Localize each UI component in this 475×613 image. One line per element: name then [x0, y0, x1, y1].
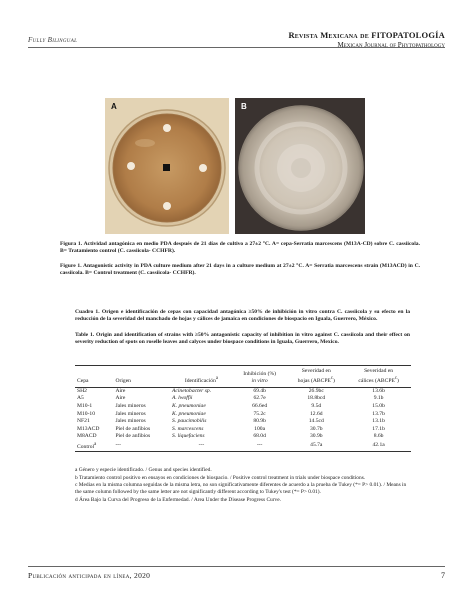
- header-rule: [28, 47, 445, 48]
- panel-a-image: [105, 98, 229, 234]
- footer-rule: [28, 566, 445, 567]
- cell-severidad-hojas: 14.5cd: [308, 418, 324, 425]
- cell-severidad-hojas: 30.9b: [309, 433, 323, 440]
- table-1: [75, 365, 411, 452]
- journal-title-en: Mexican Journal of Phytopathology: [337, 41, 445, 49]
- footnote: a Género y especie identificado. / Genus and species identified.: [75, 467, 212, 473]
- cell-identificacion: S. paucimobilis: [171, 418, 207, 425]
- cell-cepa-text: Control: [77, 443, 95, 450]
- cell-severidad-hojas: 45.7a: [310, 442, 323, 449]
- cell-severidad-calices: 9.1b: [373, 395, 384, 402]
- cell-identificacion: ---: [198, 442, 205, 449]
- table-row: [75, 418, 411, 426]
- col-header-severidad-hojas-line2: hojas (ABCPE: [297, 377, 331, 384]
- journal-title-es: Revista Mexicana de FITOPATOLOGÍA: [288, 30, 445, 40]
- figure-caption-es-text: Actividad antagónica en medio PDA después de 21 días de cultivo a 27±2 °C. A= cepa-Serratia marcescens (M13A-CD) sobre C. cassiicola. B= Tratamiento control (C. cassiicola- CCHFR).: [60, 241, 420, 255]
- table-header-row: [75, 366, 411, 388]
- cell-inhibicion: 62.7e: [253, 395, 266, 402]
- col-header-severidad-hojas: Severidad en hojas (ABCPE$^c$): [297, 368, 335, 384]
- col-header-severidad-calices: Severidad en cálices (ABCPE$^c$): [358, 368, 399, 384]
- panel-a-label: A: [111, 102, 117, 111]
- footnote: d Área Bajo la Curva del Progreso de la Enfermedad. / Area Under the Disease Progress Curve.: [75, 496, 281, 503]
- table-row: [75, 387, 411, 395]
- cell-cepa: M13ACD: [77, 425, 100, 432]
- cell-severidad-hojas: 30.7b: [309, 425, 323, 432]
- figure-caption-en-text: Antagonistic activity in PDA culture medium after 21 days in a culture medium at 27±2 °C. A= Serratia marcescens strain (M13ACD) in C. cassiicola. B= Control treatment (C. cassiicola- CCHFR).: [60, 263, 421, 277]
- cell-severidad-hojas: 12.6d: [309, 410, 323, 417]
- cell-severidad-hojas: 9.5d: [311, 403, 322, 410]
- figure-caption-es: [60, 241, 420, 255]
- cell-cepa: NF21: [77, 418, 90, 425]
- cell-inhibicion: 68.0d: [253, 433, 266, 440]
- cell-origen: Jales mineros: [115, 403, 146, 410]
- table-row: [75, 403, 411, 411]
- col-header-origen: Origen: [115, 377, 131, 384]
- cell-identificacion: K. pneumoniae: [171, 403, 206, 410]
- cell-inhibicion: 66.6ed: [252, 403, 268, 410]
- panel-b-label: B: [241, 102, 247, 111]
- cell-origen: Jales mineros: [115, 410, 146, 417]
- petri-dish-a-illustration: [105, 98, 229, 234]
- cell-inhibicion: 75.2c: [253, 410, 266, 417]
- table-row: [75, 395, 411, 403]
- figure-caption-en-label: Figure 1.: [60, 263, 82, 269]
- table-row: [75, 411, 411, 419]
- cell-cepa-footnote: a: [94, 442, 97, 448]
- table-caption-en: [75, 332, 410, 346]
- table-caption-es-text: Origen e identificación de cepas con capacidad antagónica ≥50% de inhibición in vitro contra C. cassiicola y su efecto en la reducción de la severidad del manchado de hojas y cálices de jamaica en condiciones de biospacio en Iguala, Guerrero, México.: [75, 309, 410, 323]
- figure-1: [105, 98, 365, 234]
- table-caption-es: [75, 309, 410, 323]
- table-caption-en-text: Origin and identification of strains with ≥50% antagonistic capacity of inhibition in vitro against C. cassiicola and their effect on severity reduction of spots on roselle leaves and calyces under biospace conditions in Iguala, Guerrero, Mexico.: [75, 332, 410, 346]
- running-header-left: Fully Bilingual: [28, 36, 78, 44]
- col-header-severidad-hojas-line1: Severidad en: [301, 368, 331, 374]
- cell-cepa: M8ACD: [77, 433, 97, 440]
- cell-severidad-calices: 13.7b: [372, 410, 385, 417]
- col-header-severidad-hojas-footnote: c: [330, 376, 333, 381]
- col-header-severidad-calices-line2: cálices (ABCPE: [358, 377, 395, 384]
- cell-severidad-hojas: 26.9bc: [308, 387, 324, 394]
- cell-inhibicion: ---: [256, 442, 263, 449]
- cell-origen: Aire: [115, 387, 126, 394]
- footnote: c Medias en la misma columna seguidas de la misma letra, no son significativamente diferentes de acuerdo a la prueba de Tukey (*= P> 0.01). / Means in the same column followed by the same letter are not significantly different according to Tukey's test (*= P> 0.01).: [75, 482, 407, 496]
- cell-identificacion: Acinetobacter sp.: [171, 387, 212, 394]
- cell-inhibicion: 80.9b: [253, 418, 266, 425]
- table-row: [75, 433, 411, 441]
- page-number: 7: [441, 571, 445, 580]
- table-caption-es-label: Cuadro 1.: [75, 309, 100, 315]
- cell-origen: Piel de anfibios: [115, 425, 151, 432]
- cell-origen: Aire: [115, 395, 126, 402]
- cell-identificacion: K. pneumoniae: [171, 410, 206, 417]
- cell-severidad-calices: 13.1b: [372, 418, 385, 425]
- col-header-inhibicion-line1: Inhibición (%): [243, 370, 276, 377]
- col-header-identificacion: [170, 366, 233, 388]
- cell-cepa: M10-10: [77, 410, 96, 417]
- footnote: b Tratamiento control positivo en ensayos en condiciones de biospacio. / Positive control treatment in trials under biospace conditions.: [75, 474, 366, 481]
- table-caption-en-label: Table 1.: [75, 332, 95, 338]
- cell-origen: Piel de anfibios: [115, 433, 151, 440]
- cell-cepa: [75, 441, 113, 452]
- cell-cepa: SH2: [77, 387, 87, 394]
- cell-origen: Jales mineros: [115, 418, 146, 425]
- col-header-severidad-calices-line1: Severidad en: [364, 368, 394, 374]
- figure-caption-es-label: Figura 1.: [60, 241, 83, 247]
- footer-publication-note: Publicación anticipada en línea, 2020: [28, 571, 151, 580]
- col-header-identificacion-text: Identificación: [184, 377, 216, 384]
- cell-severidad-calices: 13.6b: [372, 387, 385, 394]
- cell-severidad-hojas: 18.8bcd: [307, 395, 326, 402]
- cell-severidad-calices: 17.1b: [372, 425, 385, 432]
- cell-origen: ---: [115, 442, 122, 449]
- petri-dish-b-illustration: [235, 98, 365, 234]
- cell-severidad-calices: 15.0b: [372, 403, 385, 410]
- col-header-cepa: Cepa: [77, 377, 89, 384]
- cell-severidad-calices: 8.6b: [373, 433, 384, 440]
- col-header-identificacion-footnote: a: [215, 376, 218, 381]
- col-header-inhibicion: [233, 366, 287, 388]
- cell-cepa: M10-1: [77, 403, 93, 410]
- cell-identificacion: A. lwoffii: [171, 395, 193, 402]
- table-row: [75, 441, 411, 452]
- col-header-severidad-calices-footnote: c: [394, 376, 397, 381]
- cell-inhibicion: 69.4b: [253, 387, 266, 394]
- cell-identificacion: S. marcescens: [171, 425, 204, 432]
- cell-identificacion: S. liquefaciens: [171, 433, 205, 440]
- col-header-inhibicion-line2: in vitro: [251, 377, 268, 384]
- table-footnotes: [75, 467, 411, 504]
- panel-b-image: [235, 98, 365, 234]
- cell-cepa: A5: [77, 395, 84, 402]
- cell-severidad-calices: 42.1a: [372, 442, 385, 449]
- cell-inhibicion: 100a: [254, 425, 266, 432]
- figure-caption-en: [60, 263, 420, 277]
